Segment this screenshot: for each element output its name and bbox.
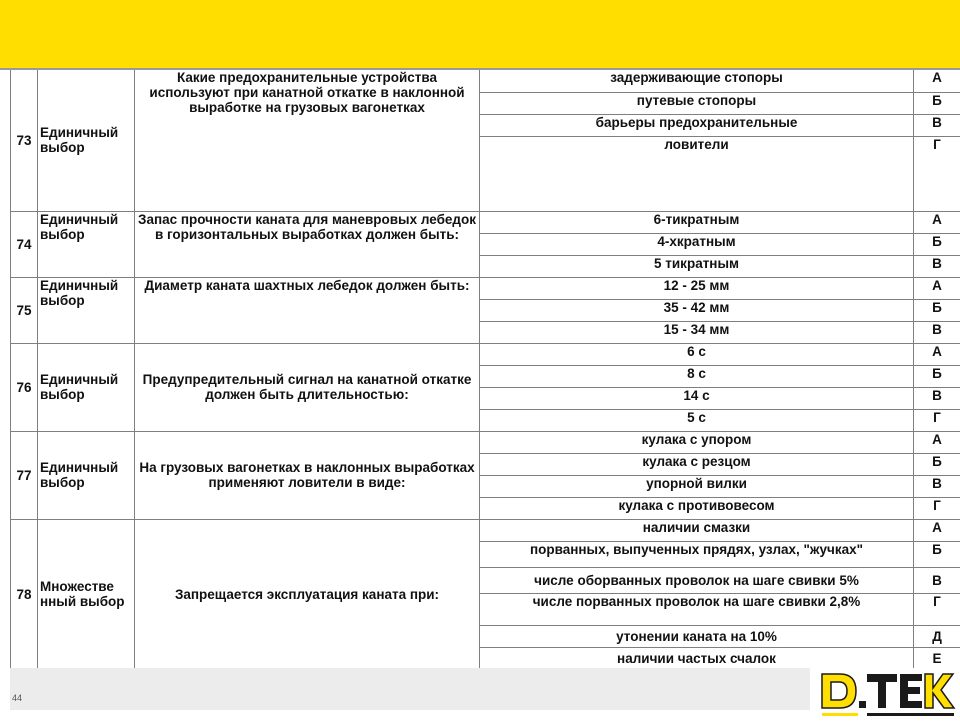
table-row [11,343,960,365]
answer-option[interactable]: 5 тикратным [480,255,914,277]
answer-option[interactable]: 35 - 42 мм [480,299,914,321]
table-row [11,277,960,299]
question-table [10,70,960,668]
question-text: Предупредительный сигнал на канатной откатке должен быть длительностью: [135,343,480,431]
table-row [11,70,960,92]
question-number: 74 [11,211,38,277]
header-bar [0,0,960,68]
page-number: 44 [12,693,22,703]
answer-option[interactable]: 6-тикратным [480,211,914,233]
answer-letter: Б [914,299,960,321]
answer-option[interactable]: путевые стопоры [480,92,914,114]
answer-option[interactable]: числе оборванных проволок на шаге свивки 5% [480,567,914,593]
answer-option[interactable]: наличии смазки [480,519,914,541]
answer-letter: Б [914,233,960,255]
answer-letter: Б [914,92,960,114]
question-text: Запрещается эксплуатация каната при: [135,519,480,668]
question-table-container [10,70,960,668]
table-row [11,211,960,233]
answer-letter: А [914,431,960,453]
answer-letter: Д [914,625,960,647]
question-type: Множестве нный выбор [38,519,135,668]
answer-letter: В [914,475,960,497]
answer-option[interactable]: 8 с [480,365,914,387]
question-type: Единичный выбор [38,211,135,277]
answer-letter: А [914,70,960,92]
answer-letter: В [914,114,960,136]
answer-option[interactable]: порванных, выпученных прядях, узлах, "жучках" [480,541,914,567]
answer-option[interactable]: 5 с [480,409,914,431]
question-text: Диаметр каната шахтных лебедок должен быть: [135,277,480,343]
answer-option[interactable]: кулака с противовесом [480,497,914,519]
question-text: Запас прочности каната для маневровых лебедок в горизонтальных выработках должен быть: [135,211,480,277]
answer-letter: А [914,519,960,541]
question-number: 77 [11,431,38,519]
answer-option[interactable]: числе порванных проволок на шаге свивки 2,8% [480,593,914,625]
answer-letter: Г [914,136,960,211]
answer-option[interactable]: 14 с [480,387,914,409]
answer-letter: Б [914,453,960,475]
answer-option[interactable]: 6 с [480,343,914,365]
answer-option[interactable]: барьеры предохранительные [480,114,914,136]
answer-letter: А [914,343,960,365]
table-row [11,519,960,541]
answer-option[interactable]: 15 - 34 мм [480,321,914,343]
answer-letter: Г [914,593,960,625]
answer-option[interactable]: 12 - 25 мм [480,277,914,299]
question-number: 73 [11,70,38,211]
answer-option[interactable]: наличии частых счалок [480,647,914,668]
question-number: 78 [11,519,38,668]
answer-option[interactable]: кулака с упором [480,431,914,453]
table-row [11,431,960,453]
question-type: Единичный выбор [38,277,135,343]
question-number: 75 [11,277,38,343]
answer-option[interactable]: задерживающие стопоры [480,70,914,92]
question-text: Какие предохранительные устройства используют при канатной откатке в наклонной выработке на грузовых вагонетках [135,70,480,211]
answer-option[interactable]: утонении каната на 10% [480,625,914,647]
question-type: Единичный выбор [38,431,135,519]
answer-letter: А [914,277,960,299]
answer-letter: В [914,567,960,593]
answer-letter: Е [914,647,960,668]
question-number: 76 [11,343,38,431]
footer-band [10,668,810,710]
question-type: Единичный выбор [38,70,135,211]
dtek-logo [812,668,960,720]
answer-option[interactable]: упорной вилки [480,475,914,497]
answer-letter: В [914,387,960,409]
answer-letter: Б [914,365,960,387]
answer-letter: Г [914,497,960,519]
answer-option[interactable]: кулака с резцом [480,453,914,475]
answer-option[interactable]: 4-хкратным [480,233,914,255]
answer-letter: Г [914,409,960,431]
answer-letter: Б [914,541,960,567]
answer-letter: А [914,211,960,233]
answer-letter: В [914,255,960,277]
answer-letter: В [914,321,960,343]
answer-option[interactable]: ловители [480,136,914,211]
question-text: На грузовых вагонетках в наклонных выработках применяют ловители в виде: [135,431,480,519]
question-type: Единичный выбор [38,343,135,431]
